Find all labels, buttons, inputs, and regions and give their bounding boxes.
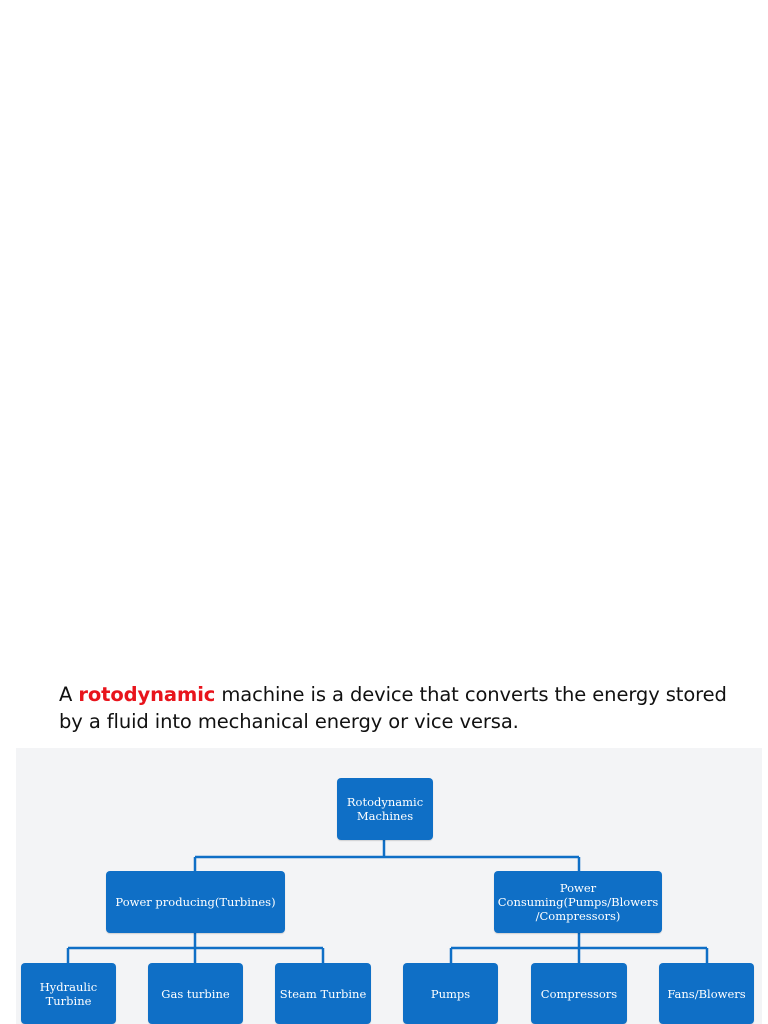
box-pumps-label: Pumps [430,986,471,1001]
box-root [337,778,433,840]
intro-highlight: rotodynamic [78,683,216,706]
intro-suffix: machine is a device that converts the energy stored by a fluid into mechanical energy or vice versa. [59,683,727,733]
box-gas-turbine [148,963,243,1024]
intro-prefix: A [59,683,79,706]
box-compressors [531,963,627,1024]
box-hydraulic-turbine-label: Hydraulic Turbine [39,979,98,1008]
box-root-label: Rotodynamic Machines [346,795,424,823]
box-compressors-label: Compressors [540,986,618,1001]
box-steam-turbine [275,963,371,1024]
box-pumps [403,963,498,1024]
box-power-producing-label: Power producing(Turbines) [115,895,276,909]
box-fans-blowers [659,963,754,1024]
box-power-producing [106,871,285,933]
box-gas-turbine-label: Gas turbine [161,986,230,1001]
box-hydraulic-turbine [21,963,116,1024]
intro-text [59,681,749,735]
box-fans-blowers-label: Fans/Blowers [667,986,746,1001]
box-power-consuming [494,871,662,933]
box-steam-turbine-label: Steam Turbine [279,986,367,1001]
box-power-consuming-label: Power Consuming(Pumps/Blowers /Compressors) [497,881,659,923]
